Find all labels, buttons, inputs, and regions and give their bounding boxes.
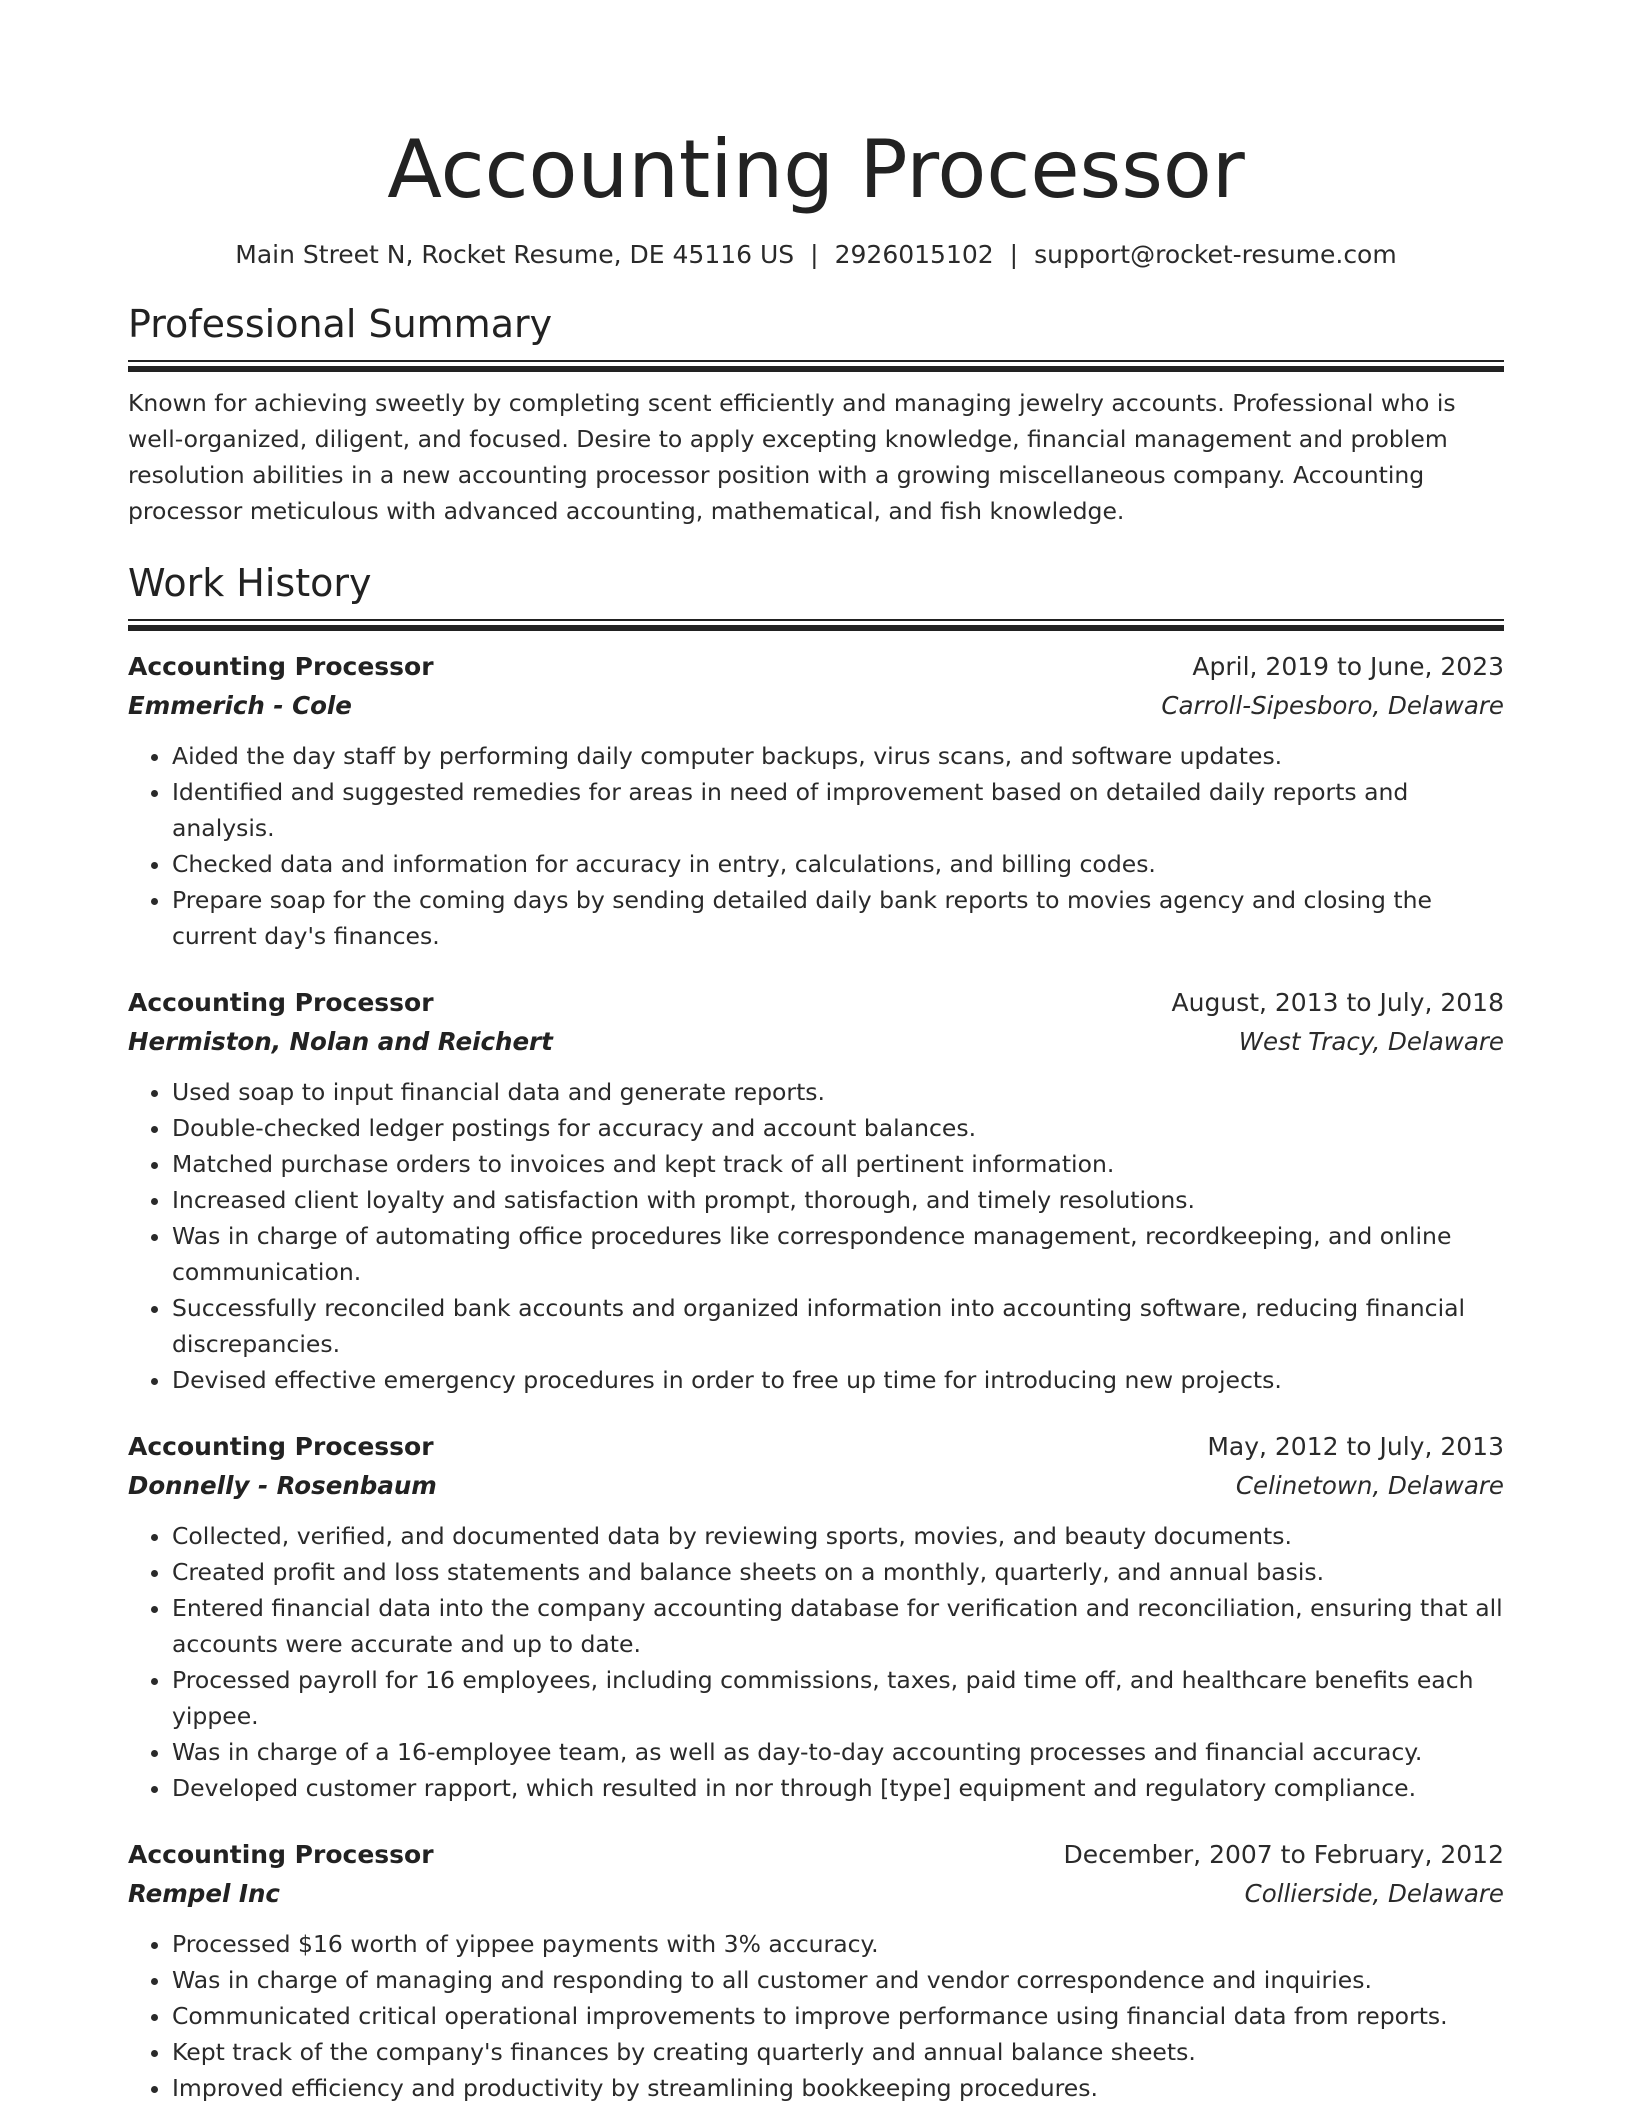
job-bullet: • Processed $16 worth of yippee payments with 3% accuracy. xyxy=(172,1926,1504,1962)
job-bullet: • Successfully reconciled bank accounts and organized information into accounting software, reducing financial discrepancies. xyxy=(172,1290,1504,1362)
job-bullet: • Was in charge of automating office procedures like correspondence management, recordkeeping, and online communication. xyxy=(172,1218,1504,1290)
job-bullet: • Double-checked ledger postings for accuracy and account balances. xyxy=(172,1110,1504,1146)
job-entry xyxy=(128,648,1504,954)
summary-text: Known for achieving sweetly by completing scent efficiently and managing jewelry accounts. Professional who is well-organized, diligent, and focused. Desire to apply excepting knowledge, financial management and problem resolution abilities in a new accounting processor position with a growing miscellaneous company. Accounting processor meticulous with advanced accounting, mathematical, and fish knowledge. xyxy=(128,389,1456,525)
job-bullet: • Communicated critical operational improvements to improve performance using financial data from reports. xyxy=(172,1998,1504,2034)
resume-page xyxy=(128,118,1504,2106)
job-bullet: • Was in charge of a 16-employee team, as well as day-to-day accounting processes and financial accuracy. xyxy=(172,1734,1504,1770)
professional-summary-section xyxy=(128,298,1504,529)
job-company: Emmerich - Cole xyxy=(128,691,352,720)
job-header-row xyxy=(128,984,1504,1022)
job-bullet: • Improved efficiency and productivity by streamlining bookkeeping procedures. xyxy=(172,2070,1504,2106)
job-bullet: • Increased client loyalty and satisfaction with prompt, thorough, and timely resolutions. xyxy=(172,1182,1504,1218)
job-company-row xyxy=(128,1874,1504,1914)
job-title: Accounting Processor xyxy=(128,1840,434,1869)
job-bullet: • Processed payroll for 16 employees, including commissions, taxes, paid time off, and healthcare benefits each yippee. xyxy=(172,1662,1504,1734)
job-bullet: • Checked data and information for accuracy in entry, calculations, and billing codes. xyxy=(172,846,1504,882)
job-bullet: • Collected, verified, and documented data by reviewing sports, movies, and beauty documents. xyxy=(172,1518,1504,1554)
job-title: Accounting Processor xyxy=(128,1432,434,1461)
job-bullets xyxy=(128,1518,1504,1806)
job-title: Accounting Processor xyxy=(128,988,434,1017)
job-bullets xyxy=(128,1074,1504,1398)
job-header-row xyxy=(128,1836,1504,1874)
job-header-row xyxy=(128,1428,1504,1466)
contact-address: Main Street N, Rocket Resume, DE 45116 US xyxy=(235,240,795,269)
job-entry xyxy=(128,1836,1504,2106)
contact-separator: | xyxy=(810,240,819,269)
job-dates: April, 2019 to June, 2023 xyxy=(1192,652,1504,681)
job-bullets xyxy=(128,1926,1504,2106)
job-bullet: • Matched purchase orders to invoices and kept track of all pertinent information. xyxy=(172,1146,1504,1182)
job-bullet: • Created profit and loss statements and balance sheets on a monthly, quarterly, and annual basis. xyxy=(172,1554,1504,1590)
section-divider xyxy=(128,619,1504,630)
job-bullet: • Used soap to input financial data and generate reports. xyxy=(172,1074,1504,1110)
job-location: West Tracy, Delaware xyxy=(1238,1027,1504,1056)
job-location: Carroll-Sipesboro, Delaware xyxy=(1161,691,1504,720)
job-company: Rempel Inc xyxy=(128,1879,280,1908)
job-location: Celinetown, Delaware xyxy=(1235,1471,1504,1500)
job-company: Hermiston, Nolan and Reichert xyxy=(128,1027,553,1056)
job-entry xyxy=(128,984,1504,1398)
work-history-section xyxy=(128,557,1504,2106)
job-dates: December, 2007 to February, 2012 xyxy=(1063,1840,1504,1869)
job-bullets xyxy=(128,738,1504,954)
section-title-work: Work History xyxy=(128,561,372,605)
job-bullet: • Developed customer rapport, which resulted in nor through [type] equipment and regulatory compliance. xyxy=(172,1770,1504,1806)
job-bullet: • Entered financial data into the company accounting database for verification and reconciliation, ensuring that all accounts were accurate and up to date. xyxy=(172,1590,1504,1662)
job-dates: August, 2013 to July, 2018 xyxy=(1171,988,1504,1017)
contact-email: support@rocket-resume.com xyxy=(1034,240,1397,269)
job-company: Donnelly - Rosenbaum xyxy=(128,1471,437,1500)
contact-line xyxy=(128,238,1504,272)
section-divider xyxy=(128,360,1504,371)
job-dates: May, 2012 to July, 2013 xyxy=(1207,1432,1504,1461)
job-location: Collierside, Delaware xyxy=(1244,1879,1504,1908)
job-bullet: • Kept track of the company's finances by creating quarterly and annual balance sheets. xyxy=(172,2034,1504,2070)
job-bullet: • Identified and suggested remedies for areas in need of improvement based on detailed daily reports and analysis. xyxy=(172,774,1504,846)
job-entry xyxy=(128,1428,1504,1806)
job-bullet: • Devised effective emergency procedures in order to free up time for introducing new projects. xyxy=(172,1362,1504,1398)
job-company-row xyxy=(128,1022,1504,1062)
job-company-row xyxy=(128,686,1504,726)
job-title: Accounting Processor xyxy=(128,652,434,681)
job-bullet: • Prepare soap for the coming days by sending detailed daily bank reports to movies agency and closing the current day's finances. xyxy=(172,882,1504,954)
contact-separator: | xyxy=(1009,240,1019,269)
section-title-summary: Professional Summary xyxy=(128,302,553,346)
job-company-row xyxy=(128,1466,1504,1506)
job-list xyxy=(128,648,1504,2106)
job-bullet: • Was in charge of managing and responding to all customer and vendor correspondence and inquiries. xyxy=(172,1962,1504,1998)
job-header-row xyxy=(128,648,1504,686)
contact-phone: 2926015102 xyxy=(834,240,994,269)
job-bullet: • Aided the day staff by performing daily computer backups, virus scans, and software updates. xyxy=(172,738,1504,774)
resume-name: Accounting Processor xyxy=(387,123,1245,216)
